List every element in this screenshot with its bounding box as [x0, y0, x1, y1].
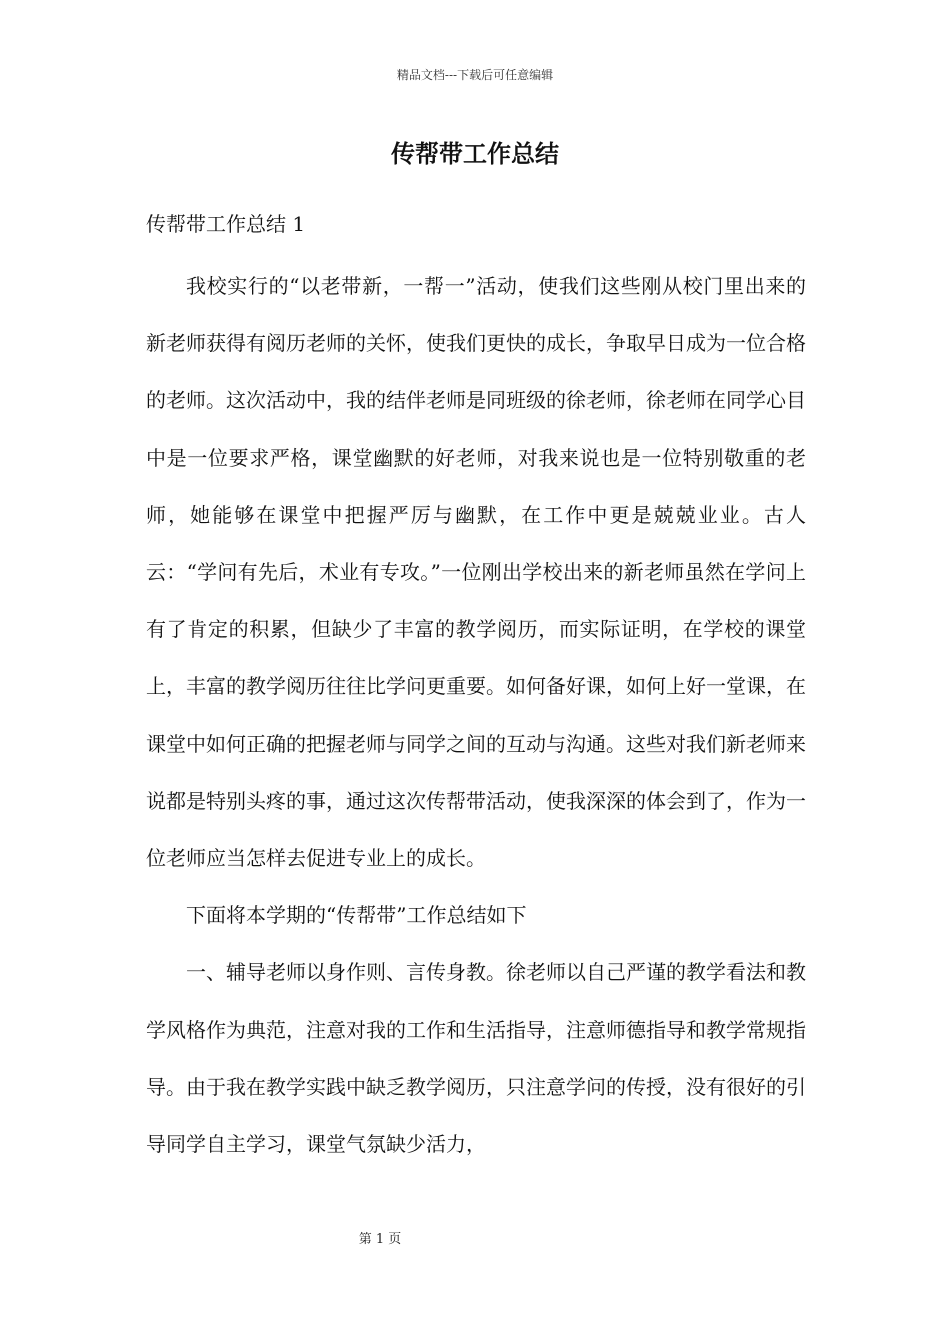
page-header: 精品文档---下载后可任意编辑	[396, 68, 554, 82]
document-title: 传帮带工作总结	[391, 139, 559, 168]
paragraph: 我校实行的“以老带新，一帮一”活动，使我们这些刚从校门里出来的新老师获得有阅历老师的关怀，使我们更快的成长，争取早日成为一位合格的老师。这次活动中，我的结伴老师是同班级的徐老师，徐老师在同学心目中是一位要求严格，课堂幽默的好老师，对我来说也是一位特别敬重的老师，她能够在课堂中把握严厉与幽默，在工作中更是兢兢业业。古人云：“学问有先后，术业有专攻。”一位刚出学校出来的新老师虽然在学问上有了肯定的积累，但缺少了丰富的教学阅历，而实际证明，在学校的课堂上，丰富的教学阅历往往比学问更重要。如何备好课，如何上好一堂课，在课堂中如何正确的把握老师与同学之间的互动与沟通。这些对我们新老师来说都是特别头疼的事，通过这次传帮带活动，使我深深的体会到了，作为一位老师应当怎样去促进专业上的成长。	[146, 274, 806, 871]
page-number: 第 1 页	[358, 1232, 402, 1247]
document-body	[146, 258, 806, 1173]
paragraph: 一、辅导老师以身作则、言传身教。徐老师以自己严谨的教学看法和教学风格作为典范，注意对我的工作和生活指导，注意师德指导和教学常规指导。由于我在教学实践中缺乏教学阅历，只注意学问的传授，没有很好的引导同学自主学习，课堂气氛缺少活力，	[146, 960, 806, 1157]
paragraph: 下面将本学期的“传帮带”工作总结如下	[186, 903, 527, 928]
section-heading: 传帮带工作总结 1	[146, 212, 306, 236]
